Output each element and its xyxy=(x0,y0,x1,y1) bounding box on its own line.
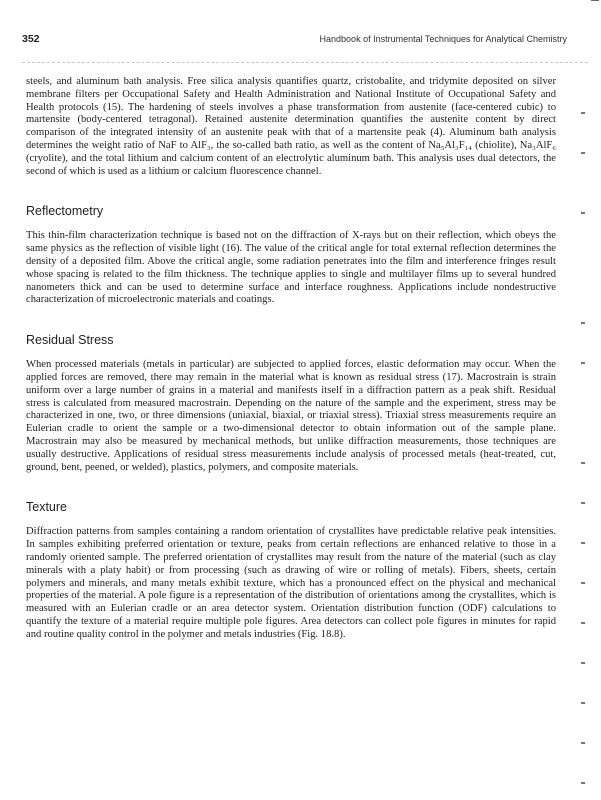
margin-mark xyxy=(581,782,585,784)
reflectometry-paragraph: This thin-film characterization technique is based not on the diffraction of X-rays but on their reflection, which obeys the same physics as the reflection of visible light (16). The value of the critical angle for total external reflection determines the density of a deposited film. Above the critical angle, some radiation penetrates into the film and interference fringes result whose spacing is related to the film thickness. The technique applies to single and multilayer films up to several hundred nanometers thick and can be used to determine surface and interface roughness. Applications include nondestructive characterization of microelectronic materials and coatings. xyxy=(26,230,556,306)
header-rule xyxy=(22,62,588,63)
page-body xyxy=(26,76,556,642)
margin-mark xyxy=(581,542,585,544)
texture-paragraph: Diffraction patterns from samples containing a random orientation of crystallites have predictable relative peak intensities. In samples exhibiting preferred orientation or texture, peaks from certain reflections are enhanced relative to those in a randomly oriented sample. The preferred orientation of crystallites may result from the nature of the material (such as clay minerals with a platy habit) or from processing (such as drawing of wire or rolling of metals). Fibers, sheets, certain polymers and minerals, and many metals exhibit texture, which has a pronounced effect on the physical and mechanical properties of the material. A pole figure is a representation of the distribution of orientations among the crystallites, which is measured with an Eulerian cradle or an area detector system. Orientation distribution function (ODF) calculations to quantify the texture of a material require multiple pole figures. Area detectors can collect pole figures in minutes for rapid and routine quality control in the polymer and metals industries (Fig. 18.8). xyxy=(26,526,556,640)
margin-mark xyxy=(581,112,585,114)
corner-mark xyxy=(591,0,599,1)
page-header xyxy=(22,33,567,49)
running-title: Handbook of Instrumental Techniques for Analytical Chemistry xyxy=(319,34,567,44)
margin-mark xyxy=(581,362,585,364)
margin-mark xyxy=(581,462,585,464)
section-heading-reflectometry: Reflectometry xyxy=(26,204,104,219)
section-heading-residual-stress: Residual Stress xyxy=(26,333,114,348)
margin-scan-marks xyxy=(581,66,593,796)
margin-mark xyxy=(581,152,585,154)
margin-mark xyxy=(581,502,585,504)
margin-mark xyxy=(581,212,585,214)
margin-mark xyxy=(581,622,585,624)
margin-mark xyxy=(581,702,585,704)
margin-mark xyxy=(581,322,585,324)
margin-mark xyxy=(581,582,585,584)
intro-paragraph: steels, and aluminum bath analysis. Free silica analysis quantifies quartz, cristobalite, and tridymite deposited on silver membrane filters per Occupational Safety and Health Administration and National Institute of Occupational Safety and Health protocols (15). The hardening of steels involves a phase transformation from austenite (face-centered cubic) to martensite (body-centered tetragonal). Retained austenite determination quantifies the austenite content by direct comparison of the integrated intensity of an austenite peak with that of a martensite peak (4). Aluminum bath analysis determines the weight ratio of NaF to AlF₃, the so-called bath ratio, as well as the content of Na₅Al₃F₁₄ (chiolite), Na₃AlF₆ (cryolite), and the total lithium and calcium content of an electrolytic aluminum bath. This analysis uses dual detectors, the second of which is used as a lithium or calcium fluorescence channel. xyxy=(26,76,556,177)
margin-mark xyxy=(581,742,585,744)
section-heading-texture: Texture xyxy=(26,500,67,515)
margin-mark xyxy=(581,662,585,664)
residual-stress-paragraph: When processed materials (metals in particular) are subjected to applied forces, elastic deformation may occur. When the applied forces are removed, there may remain in the material what is known as residual stress (17). Macrostrain is strain uniform over a large number of grains in a material and manifests itself in a diffraction pattern as a peak shift. Residual stress is calculated from measured macrostrain. Depending on the nature of the sample and the experiment, stress may be characterized in one, two, or three dimensions (uniaxial, biaxial, or triaxial stress). Triaxial stress measurements require an Eulerian cradle to orient the sample or a two-dimensional detector to obtain information out of the sample plane. Macrostrain may also be measured by mechanical methods, but unlike diffraction measurements, those techniques are usually destructive. Applications of residual stress measurements include analysis of processed metals (heat-treated, cut, ground, bent, peened, or welded), plastics, polymers, and composite materials. xyxy=(26,359,556,473)
page-number: 352 xyxy=(22,33,40,45)
